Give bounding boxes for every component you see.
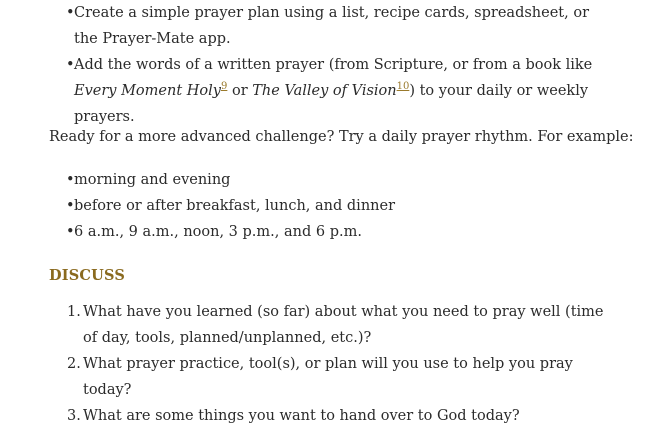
bullet-icon: • xyxy=(66,172,75,188)
question-number: 3. xyxy=(67,408,81,424)
bullet-icon: • xyxy=(66,57,75,73)
list-item: • Create a simple prayer plan using a list, recipe cards, spreadsheet, or the Prayer-Mate app. xyxy=(0,0,657,52)
list-item: • Add the words of a written prayer (from Scripture, or from a book like Every Moment Holy$^9$ or The Valley of Vision$^{10}$) to your daily or weekly prayers. xyxy=(0,52,657,130)
list-item: • morning and evening xyxy=(0,167,657,193)
bullet-icon: • xyxy=(66,224,75,240)
prayer-plan-list xyxy=(0,0,657,130)
bullet-icon: • xyxy=(66,5,75,21)
challenge-paragraph: Ready for a more advanced challenge? Try a daily prayer rhythm. For example: xyxy=(49,129,634,145)
list-item: • before or after breakfast, lunch, and dinner xyxy=(0,193,657,219)
question-number: 1. xyxy=(67,304,81,320)
book-title-every-moment-holy: Every Moment Holy xyxy=(74,83,221,99)
question-number: 2. xyxy=(67,356,81,372)
book-title-valley-of-vision: The Valley of Vision xyxy=(252,83,397,99)
list-item: 1. What have you learned (so far) about what you need to pray well (time of day, tools, planned/unplanned, etc.)? xyxy=(0,299,657,351)
prayer-rhythm-list xyxy=(0,167,657,245)
list-item: 2. What prayer practice, tool(s), or plan will you use to help you pray today? xyxy=(0,351,657,403)
footnote-link-9[interactable]: 9 xyxy=(220,81,228,93)
discuss-heading: DISCUSS xyxy=(49,267,126,284)
list-item: • 6 a.m., 9 a.m., noon, 3 p.m., and 6 p.m. xyxy=(0,219,657,245)
bullet-icon: • xyxy=(66,198,75,214)
list-item: 3. What are some things you want to hand over to God today? xyxy=(0,403,657,429)
discuss-question-list xyxy=(0,299,657,429)
footnote-link-10[interactable]: 10 xyxy=(396,81,410,93)
